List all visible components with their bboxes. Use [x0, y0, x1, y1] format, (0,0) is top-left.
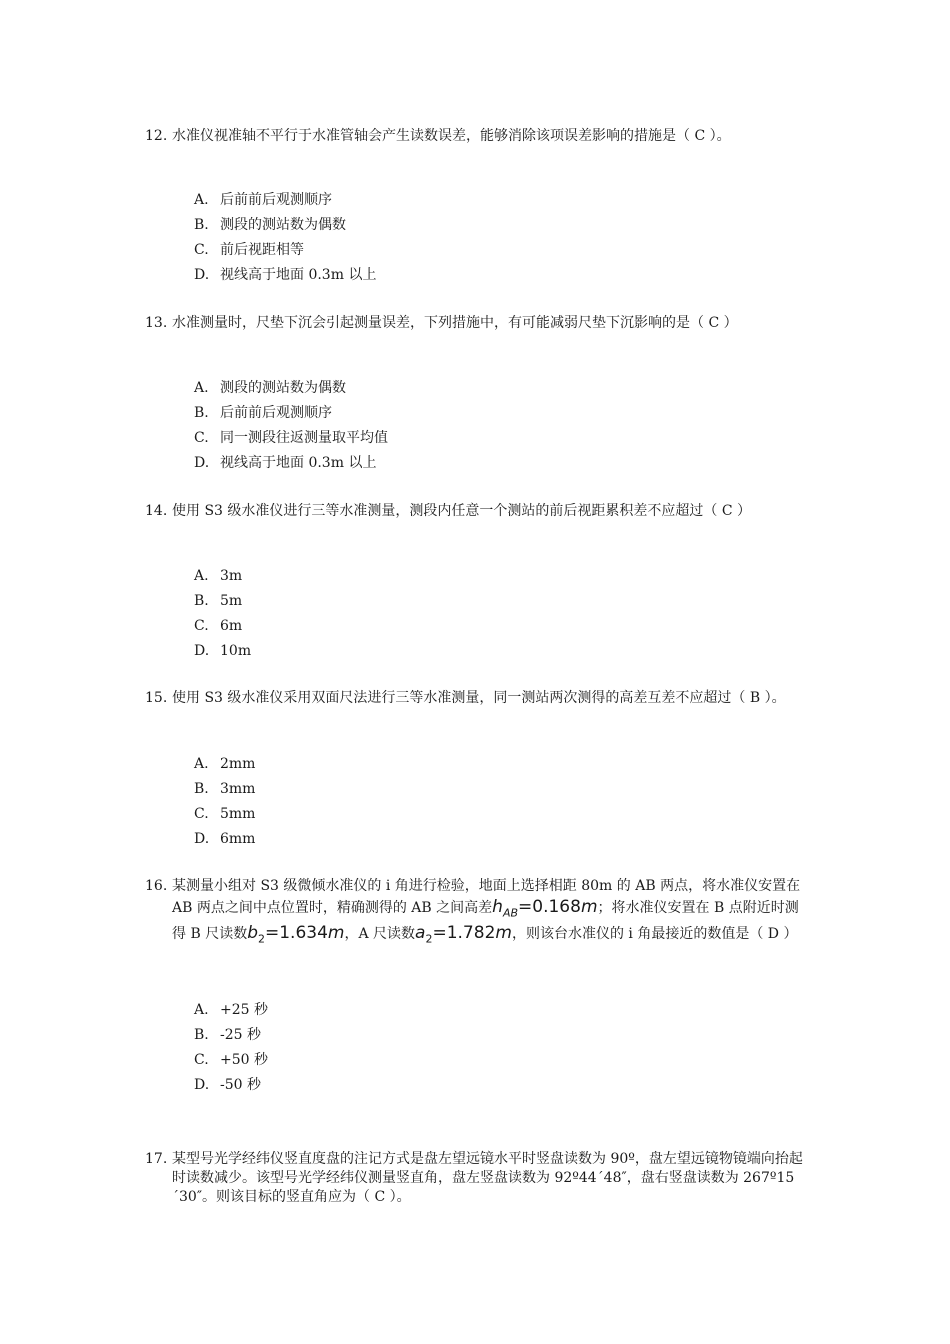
- option-c: C. 5mm: [194, 806, 256, 822]
- option-c: C. +50 秒: [194, 1052, 268, 1068]
- option-b: B. 3mm: [194, 781, 256, 797]
- question-text: 某测量小组对 S3 级微倾水准仪的 i 角进行检验，地面上选择相距 80m 的 AB 两点，将水准仪安置在 AB 两点之间中点位置时，精确测得的 AB 之间高差$h_{AB}=0.168m$；将水准仪安置在 B 点附近时测得 B 尺读数$b_2=1.634m$，A 尺读数$a_2=1.782m$，则该台水准仪的 i 角最接近的数值是（ D ）: [172, 878, 801, 946]
- question-16: [145, 876, 810, 950]
- question-number: 15.: [145, 690, 168, 706]
- formula-h-ab: $h_{AB}=0.168m$: [492, 897, 598, 920]
- question-14: [145, 502, 810, 521]
- options-16: [194, 998, 268, 1098]
- question-17: [145, 1150, 810, 1207]
- option-c: C. 同一测段往返测量取平均值: [194, 430, 388, 446]
- option-a: A. +25 秒: [194, 1002, 268, 1018]
- option-a: A. 3m: [194, 568, 243, 584]
- question-text: 使用 S3 级水准仪采用双面尺法进行三等水准测量，同一测站两次测得的高差互差不应超过（ B ）。: [172, 690, 786, 706]
- question-number: 12.: [145, 128, 168, 144]
- formula-b2: $b_2=1.634m$: [247, 923, 345, 946]
- options-12: [194, 188, 376, 288]
- option-d: D. 6mm: [194, 831, 256, 847]
- options-14: [194, 564, 251, 664]
- question-text: 水准测量时，尺垫下沉会引起测量误差，下列措施中，有可能减弱尺垫下沉影响的是（ C ）: [172, 315, 738, 331]
- option-b: B. 后前前后观测顺序: [194, 405, 332, 421]
- question-text: 使用 S3 级水准仪进行三等水准测量，测段内任意一个测站的前后视距累积差不应超过（ C ）: [172, 503, 752, 519]
- option-d: D. -50 秒: [194, 1077, 261, 1093]
- option-d: D. 10m: [194, 643, 252, 659]
- question-number: 13.: [145, 315, 168, 331]
- option-b: B. 测段的测站数为偶数: [194, 217, 346, 233]
- option-a: A. 测段的测站数为偶数: [194, 380, 346, 396]
- options-15: [194, 752, 255, 852]
- question-number: 17.: [145, 1151, 168, 1167]
- option-c: C. 前后视距相等: [194, 242, 304, 258]
- question-12: [145, 127, 810, 146]
- question-number: 14.: [145, 503, 168, 519]
- options-13: [194, 376, 388, 476]
- formula-a2: $a_2=1.782m$: [415, 923, 512, 946]
- question-15: [145, 689, 810, 708]
- option-a: A. 后前前后观测顺序: [194, 192, 332, 208]
- option-a: A. 2mm: [194, 756, 256, 772]
- question-text: 水准仪视准轴不平行于水准管轴会产生读数误差，能够消除该项误差影响的措施是（ C ）。: [172, 128, 731, 144]
- option-c: C. 6m: [194, 618, 243, 634]
- option-b: B. 5m: [194, 593, 243, 609]
- question-text: 某型号光学经纬仪竖直度盘的注记方式是盘左望远镜水平时竖盘读数为 90º，盘左望远镜物镜端向抬起时读数减少。该型号光学经纬仪测量竖直角，盘左竖盘读数为 92º44´48″，盘右竖盘读数为 267º15´30″。则该目标的竖直角应为（ C ）。: [172, 1151, 803, 1205]
- question-number: 16.: [145, 878, 168, 894]
- option-b: B. -25 秒: [194, 1027, 261, 1043]
- option-d: D. 视线高于地面 0.3m 以上: [194, 455, 377, 471]
- question-13: [145, 314, 810, 333]
- option-d: D. 视线高于地面 0.3m 以上: [194, 267, 377, 283]
